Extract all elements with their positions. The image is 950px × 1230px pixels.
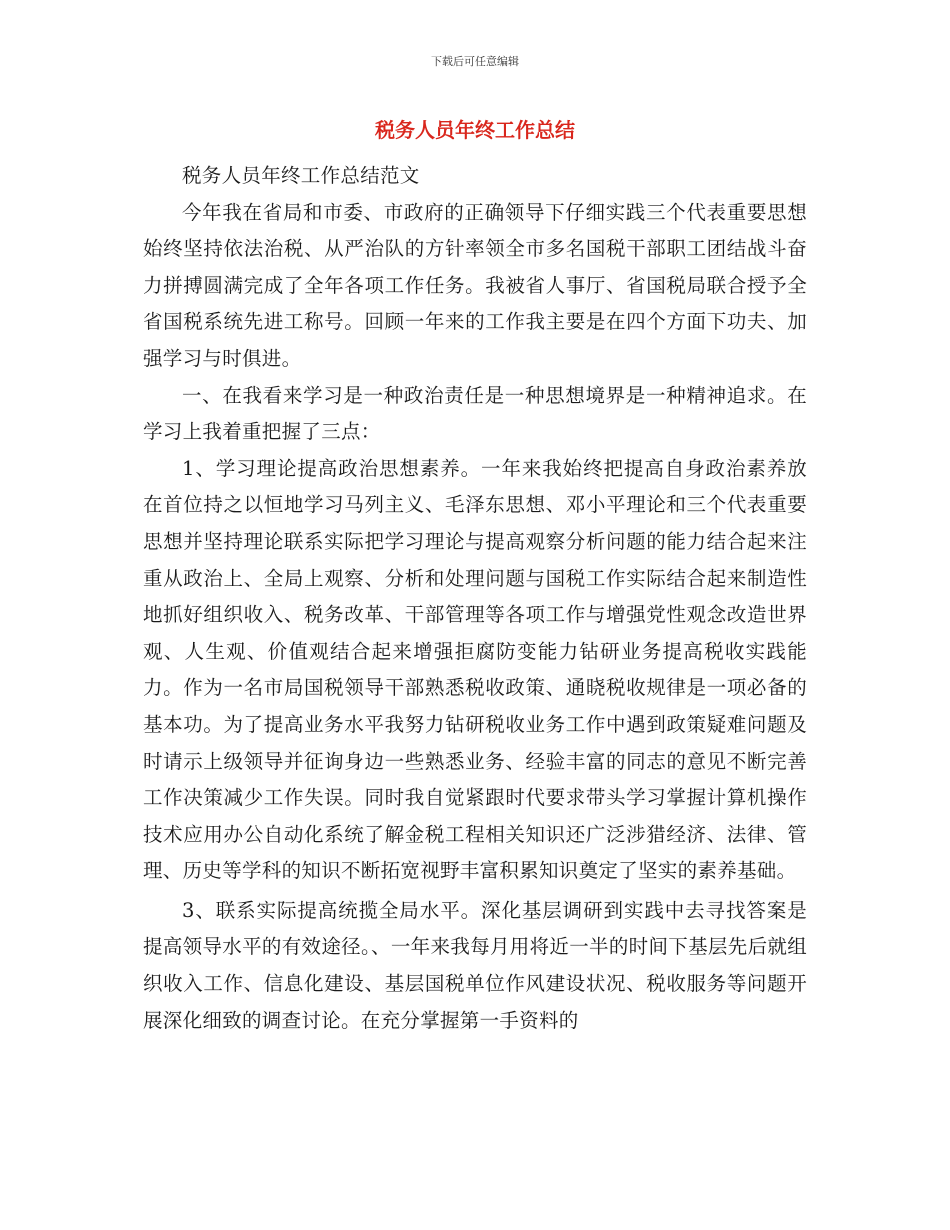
paragraph-intro: 今年我在省局和市委、市政府的正确领导下仔细实践三个代表重要思想始终坚持依法治税、从严治队的方针率领全市多名国税干部职工团结战斗奋力拼搏圆满完成了全年各项工作任务。我被省人事厅、省国税局联合授予全省国税系统先进工称号。回顾一年来的工作我主要是在四个方面下功夫、加强学习与时俱进。 bbox=[143, 200, 807, 370]
paragraph-subtitle: 税务人员年终工作总结范文 bbox=[182, 164, 420, 187]
paragraph-item-3: 3、联系实际提高统揽全局水平。深化基层调研到实践中去寻找答案是提高领导水平的有效途径。、一年来我每月用将近一半的时间下基层先后就组织收入工作、信息化建设、基层国税单位作风建设状况、税收服务等问题开展深化细致的调查讨论。在充分掌握第一手资料的 bbox=[143, 898, 807, 1032]
document-title: 税务人员年终工作总结 bbox=[375, 118, 575, 142]
paragraph-section-1: 一、在我看来学习是一种政治责任是一种思想境界是一种精神追求。在学习上我着重把握了三点： bbox=[143, 383, 807, 444]
paragraph-item-1: 1、学习理论提高政治思想素养。一年来我始终把提高自身政治素养放在首位持之以恒地学习马列主义、毛泽东思想、邓小平理论和三个代表重要思想并坚持理论联系实际把学习理论与提高观察分析问题的能力结合起来注重从政治上、全局上观察、分析和处理问题与国税工作实际结合起来制造性地抓好组织收入、税务改革、干部管理等各项工作与增强党性观念改造世界观、人生观、价值观结合起来增强拒腐防变能力钻研业务提高税收实践能力。作为一名市局国税领导干部熟悉税收政策、通晓税收规律是一项必备的基本功。为了提高业务水平我努力钻研税收业务工作中遇到政策疑难问题及时请示上级领导并征询身边一些熟悉业务、经验丰富的同志的意见不断完善工作决策减少工作失误。同时我自觉紧跟时代要求带头学习掌握计算机操作技术应用办公自动化系统了解金税工程相关知识还广泛涉猎经济、法律、管理、历史等学科的知识不断拓宽视野丰富积累知识奠定了坚实的素养基础。 bbox=[143, 456, 807, 883]
document-body bbox=[143, 158, 807, 1039]
page-header-note: 下载后可任意编辑 bbox=[431, 55, 519, 68]
